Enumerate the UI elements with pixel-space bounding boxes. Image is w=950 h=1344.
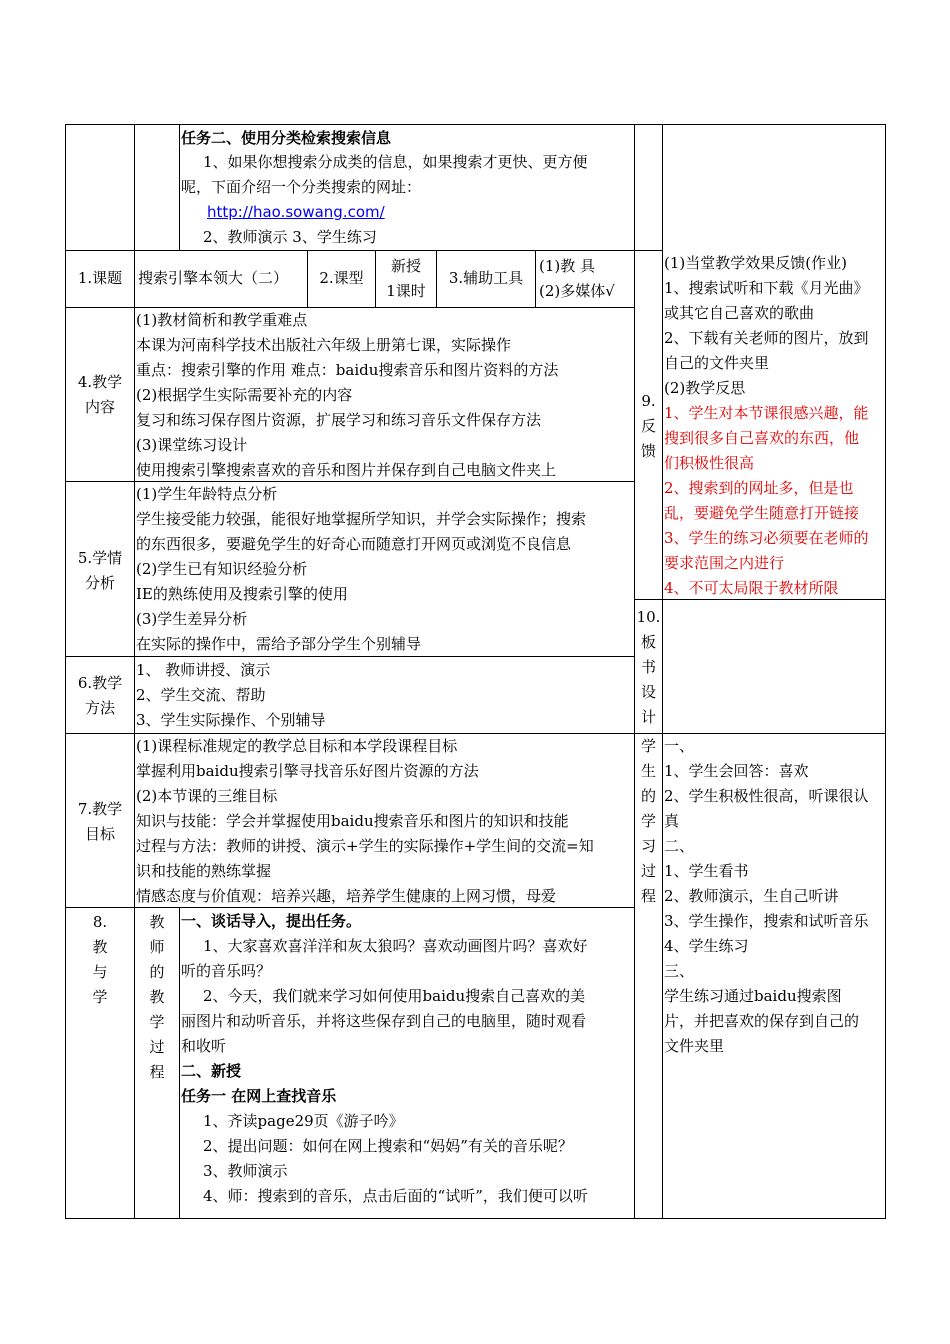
student-label-char: 生 bbox=[640, 762, 656, 780]
process-char: 程 bbox=[149, 1063, 165, 1081]
reflection-line: 3、学生的练习必须要在老师的 bbox=[664, 529, 869, 547]
board-label-char: 10. bbox=[636, 608, 661, 626]
reflection-line: 搜到很多自己喜欢的东西，他 bbox=[664, 429, 860, 447]
analysis-line: 的东西很多，要避免学生的好奇心而随意打开网页或浏览不良信息 bbox=[136, 535, 572, 553]
student-line: 1、学生会回答：喜欢 bbox=[664, 762, 809, 780]
intro-p2a: 2、今天，我们就来学习如何使用baidu搜索自己喜欢的美 bbox=[203, 987, 586, 1005]
goal-line: 过程与方法：教师的讲授、演示+学生的实际操作+学生间的交流=知 bbox=[136, 837, 594, 855]
task2-paragraph-2: 2、教师演示 3、学生练习 bbox=[203, 228, 377, 246]
analysis-label-2: 分析 bbox=[84, 574, 115, 592]
feedback-line: 自己的文件夹里 bbox=[664, 354, 770, 372]
sowang-link[interactable]: http://hao.sowang.com/ bbox=[207, 203, 385, 221]
process-char: 教 bbox=[149, 913, 165, 931]
task2-paragraph-1b: 呢，下面介绍一个分类搜索的网址： bbox=[181, 178, 422, 196]
goal-line: (1)课程标准规定的教学总目标和本学段课程目标 bbox=[136, 737, 458, 755]
method-line: 1、 教师讲授、演示 bbox=[136, 661, 271, 679]
task1-heading: 任务一 在网上查找音乐 bbox=[181, 1087, 337, 1105]
student-line: 文件夹里 bbox=[664, 1037, 725, 1055]
goal-label-2: 目标 bbox=[84, 825, 115, 843]
feedback-label-char: 馈 bbox=[640, 442, 656, 460]
intro-p2c: 和收听 bbox=[181, 1037, 227, 1055]
content-label-2: 内容 bbox=[84, 398, 115, 416]
content-label-1: 4.教学 bbox=[77, 373, 123, 391]
reflection-line: 乱，要避免学生随意打开链接 bbox=[664, 504, 860, 522]
feedback-line: 2、下载有关老师的图片，放到 bbox=[664, 329, 869, 347]
student-line: 3、学生操作，搜索和试听音乐 bbox=[664, 912, 869, 930]
board-label-char: 书 bbox=[640, 658, 656, 676]
process-char: 教 bbox=[149, 988, 165, 1006]
task1-step: 4、师：搜索到的音乐，点击后面的“试听”，我们便可以听 bbox=[203, 1187, 588, 1205]
goal-line: 掌握利用baidu搜索引擎寻找音乐好图片资源的方法 bbox=[136, 762, 479, 780]
lesson-title: 搜索引擎本领大（二） bbox=[138, 269, 289, 287]
student-line: 学生练习通过baidu搜索图 bbox=[664, 987, 842, 1005]
task2-title: 任务二、使用分类检索搜索信息 bbox=[181, 129, 392, 147]
analysis-label-1: 5.学情 bbox=[77, 549, 123, 567]
teach-label-char: 教 bbox=[92, 938, 108, 956]
method-label-1: 6.教学 bbox=[77, 674, 123, 692]
feedback-line: 1、搜索试听和下载《月光曲》 bbox=[664, 279, 869, 297]
method-line: 3、学生实际操作、个别辅导 bbox=[136, 711, 326, 729]
reflection-line: 1、学生对本节课很感兴趣，能 bbox=[664, 404, 869, 422]
feedback-line: 或其它自己喜欢的歌曲 bbox=[664, 304, 815, 322]
goal-line: 情感态度与价值观：培养兴趣，培养学生健康的上网习惯，母爱 bbox=[136, 887, 557, 905]
content-line: (2)根据学生实际需要补充的内容 bbox=[136, 386, 353, 404]
goal-line: 识和技能的熟练掌握 bbox=[136, 862, 272, 880]
student-line: 三、 bbox=[664, 962, 695, 980]
content-line: 复习和练习保存图片资源，扩展学习和练习音乐文件保存方法 bbox=[136, 411, 542, 429]
student-line: 真 bbox=[664, 812, 680, 830]
tool-1: (1)教 具 bbox=[539, 257, 596, 275]
intro-heading: 一、谈话导入，提出任务。 bbox=[181, 912, 362, 930]
student-label-char: 学 bbox=[640, 737, 656, 755]
tool-2: (2)多媒体√ bbox=[539, 282, 615, 300]
feedback-label-char: 反 bbox=[640, 417, 656, 435]
student-line: 1、学生看书 bbox=[664, 862, 749, 880]
new-lesson-heading: 二、新授 bbox=[181, 1062, 242, 1080]
analysis-line: (3)学生差异分析 bbox=[136, 610, 248, 628]
type-value-1: 新授 bbox=[390, 257, 421, 275]
reflection-line: 们积极性很高 bbox=[664, 454, 755, 472]
method-label-2: 方法 bbox=[84, 699, 115, 717]
student-line: 一、 bbox=[664, 737, 695, 755]
type-label: 2.课型 bbox=[319, 269, 364, 287]
analysis-line: 学生接受能力较强，能很好地掌握所学知识，并学会实际操作；搜索 bbox=[136, 510, 587, 528]
process-char: 学 bbox=[149, 1013, 165, 1031]
type-value-2: 1课时 bbox=[386, 282, 426, 300]
intro-p2b: 丽图片和动听音乐，并将这些保存到自己的电脑里，随时观看 bbox=[181, 1012, 587, 1030]
lesson-label: 1.课题 bbox=[77, 269, 123, 287]
method-line: 2、学生交流、帮助 bbox=[136, 686, 266, 704]
goal-label-1: 7.教学 bbox=[77, 800, 123, 818]
reflection-line: 要求范围之内进行 bbox=[664, 554, 785, 572]
feedback-line: (1)当堂教学效果反馈(作业) bbox=[664, 254, 847, 272]
feedback-label-char: 9. bbox=[641, 392, 656, 410]
reflection-line: 2、搜索到的网址多，但是也 bbox=[664, 479, 854, 497]
tool-label: 3.辅助工具 bbox=[448, 269, 524, 287]
board-label-char: 计 bbox=[640, 708, 656, 726]
reflection-line: 4、不可太局限于教材所限 bbox=[664, 579, 839, 597]
process-char: 师 bbox=[149, 938, 165, 956]
student-label-char: 的 bbox=[640, 787, 656, 805]
content-line: 使用搜索引擎搜索喜欢的音乐和图片并保存到自己电脑文件夹上 bbox=[136, 461, 557, 479]
intro-p1b: 听的音乐吗？ bbox=[181, 962, 272, 980]
analysis-line: (2)学生已有知识经验分析 bbox=[136, 560, 308, 578]
teach-label-char: 与 bbox=[92, 963, 108, 981]
task2-paragraph-1a: 1、如果你想搜索分成类的信息，如果搜索才更快、更方便 bbox=[203, 153, 588, 171]
teach-label-char: 学 bbox=[92, 988, 108, 1006]
analysis-line: (1)学生年龄特点分析 bbox=[136, 485, 278, 503]
teach-label-char: 8. bbox=[92, 913, 108, 931]
student-label-char: 过 bbox=[640, 862, 656, 880]
student-line: 2、学生积极性很高，听课很认 bbox=[664, 787, 869, 805]
student-line: 片，并把喜欢的保存到自己的 bbox=[664, 1012, 860, 1030]
goal-line: (2)本节课的三维目标 bbox=[136, 787, 278, 805]
content-line: (1)教材简析和教学重难点 bbox=[136, 311, 308, 329]
student-line: 4、学生练习 bbox=[664, 937, 749, 955]
intro-p1a: 1、大家喜欢喜洋洋和灰太狼吗？喜欢动画图片吗？喜欢好 bbox=[203, 937, 588, 955]
content-line: 重点：搜索引擎的作用 难点：baidu搜索音乐和图片资料的方法 bbox=[136, 361, 559, 379]
analysis-line: IE的熟练使用及搜索引擎的使用 bbox=[136, 585, 348, 603]
student-line: 2、教师演示，生自己听讲 bbox=[664, 887, 839, 905]
student-label-char: 程 bbox=[640, 887, 656, 905]
content-line: (3)课堂练习设计 bbox=[136, 436, 248, 454]
student-line: 二、 bbox=[664, 837, 695, 855]
task1-step: 1、齐读page29页《游子吟》 bbox=[203, 1112, 404, 1130]
student-label-char: 习 bbox=[640, 837, 656, 855]
content-line: 本课为河南科学技术出版社六年级上册第七课，实际操作 bbox=[136, 336, 512, 354]
process-char: 过 bbox=[149, 1038, 165, 1056]
goal-line: 知识与技能：学会并掌握使用baidu搜索音乐和图片的知识和技能 bbox=[136, 812, 569, 830]
feedback-line: (2)教学反思 bbox=[664, 379, 746, 397]
task1-step: 2、提出问题：如何在网上搜索和“妈妈”有关的音乐呢？ bbox=[203, 1137, 573, 1155]
board-label-char: 板 bbox=[640, 633, 656, 651]
student-label-char: 学 bbox=[640, 812, 656, 830]
task1-step: 3、教师演示 bbox=[203, 1162, 288, 1180]
analysis-line: 在实际的操作中，需给予部分学生个别辅导 bbox=[136, 635, 422, 653]
process-char: 的 bbox=[149, 963, 165, 981]
board-label-char: 设 bbox=[640, 683, 656, 701]
